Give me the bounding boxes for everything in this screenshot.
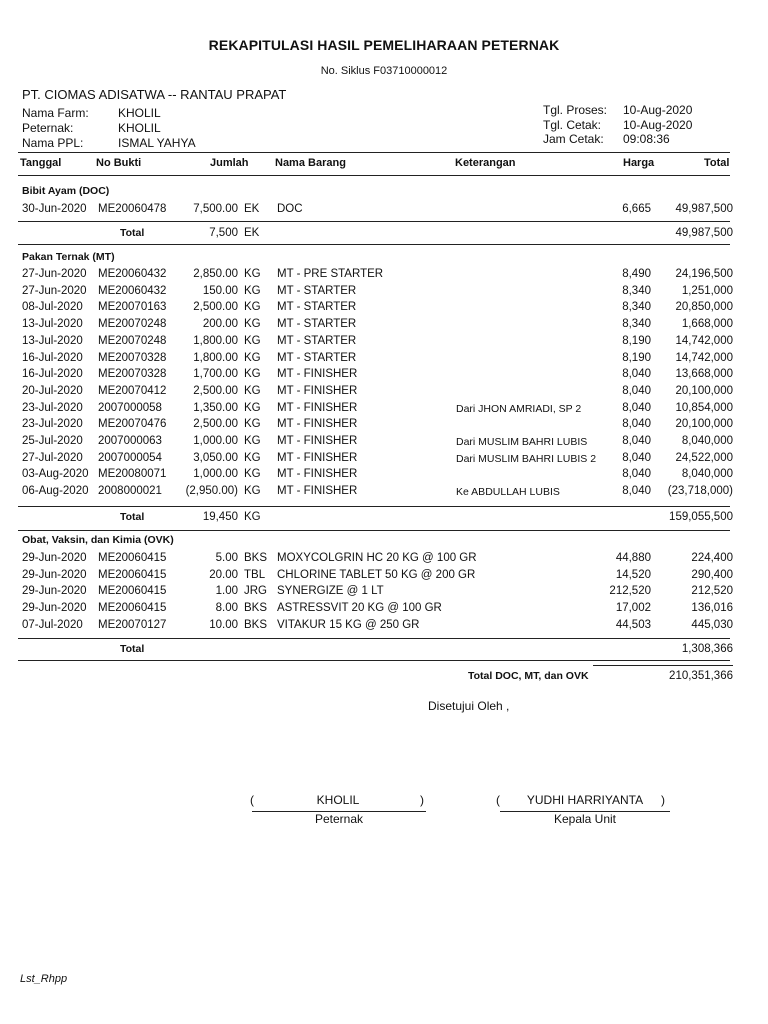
section-total-value: 159,055,500 [669,511,733,523]
row-no-bukti: 2008000021 [98,485,162,498]
row-nama-barang: MT - FINISHER [277,401,358,414]
row-total: 24,196,500 [675,268,733,280]
company-name: PT. CIOMAS ADISATWA -- RANTAU PRAPAT [22,87,287,102]
row-harga: 8,190 [622,334,651,347]
row-no-bukti: ME20070248 [98,334,167,347]
row-date: 27-Jun-2020 [22,284,87,297]
row-date: 23-Jul-2020 [22,418,83,431]
row-harga: 14,520 [615,568,651,581]
approval-text: Disetujui Oleh , [428,699,510,713]
row-unit: KG [244,468,261,481]
row-unit: KG [244,401,261,414]
right-paren-close: ) [661,793,665,807]
row-no-bukti: ME20070127 [98,618,167,631]
row-nama-barang: MT - PRE STARTER [277,268,384,280]
col-no-bukti: No Bukti [96,157,142,169]
col-nama-barang: Nama Barang [275,157,346,169]
row-no-bukti: 2007000058 [98,401,162,414]
info-label-farm: Nama Farm: [22,106,89,120]
header-top-rule [18,152,730,153]
row-unit: BKS [244,618,268,631]
row-unit: KG [244,284,261,297]
row-nama-barang: ASTRESSVIT 20 KG @ 100 GR [277,602,442,615]
section-total-rule-doc [18,221,730,222]
row-nama-barang: VITAKUR 15 KG @ 250 GR [277,618,420,631]
section-total-row-ovk [0,643,768,659]
row-harga: 6,665 [622,203,651,215]
row-date: 16-Jul-2020 [22,368,83,381]
row-date: 08-Jul-2020 [22,301,83,314]
row-jumlah: 1,350.00 [193,401,238,414]
row-total: 1,251,000 [681,284,733,297]
row-no-bukti: 2007000063 [98,435,162,447]
info-value-ppl: ISMAL YAHYA [118,136,196,150]
row-jumlah: 7,500.00 [193,203,238,215]
row-date: 27-Jun-2020 [22,268,87,280]
row-nama-barang: MT - STARTER [277,334,357,347]
row-harga: 44,503 [615,618,651,631]
row-harga: 8,340 [622,318,651,331]
grand-total-label: Total DOC, MT, dan OVK [468,670,589,682]
table-row [0,585,768,601]
section-total-rule-ovk [18,638,730,639]
row-jumlah: 2,500.00 [193,418,238,431]
row-total: 10,854,000 [675,401,733,414]
row-no-bukti: ME20070476 [98,418,167,431]
row-keterangan: Ke ABDULLAH LUBIS [456,486,560,499]
info-value-proses: 10-Aug-2020 [623,103,693,117]
row-nama-barang: MT - FINISHER [277,451,358,464]
table-row [0,301,768,317]
info-label-proses: Tgl. Proses: [543,103,608,117]
section-title-doc: Bibit Ayam (DOC) [22,185,110,197]
row-total: 14,742,000 [675,351,733,364]
row-keterangan: Dari MUSLIM BAHRI LUBIS 2 [456,452,597,465]
row-total: (23,718,000) [667,485,733,498]
table-row [0,552,768,568]
row-total: 8,040,000 [681,435,733,447]
row-nama-barang: MT - FINISHER [277,384,358,397]
row-total: 24,522,000 [675,451,733,464]
row-nama-barang: MT - STARTER [277,301,357,314]
row-harga: 212,520 [609,585,651,598]
row-jumlah: 10.00 [209,618,238,631]
row-date: 29-Jun-2020 [22,585,87,598]
grand-total-rule [593,665,733,666]
row-no-bukti: ME20070163 [98,301,167,314]
row-total: 14,742,000 [675,334,733,347]
row-nama-barang: CHLORINE TABLET 50 KG @ 200 GR [277,568,476,581]
left-paren-close: ) [420,793,424,807]
info-label-jam: Jam Cetak: [543,132,604,146]
row-no-bukti: 2007000054 [98,451,162,464]
row-harga: 8,040 [622,485,651,498]
row-jumlah: 2,500.00 [193,301,238,314]
doc-separator [18,244,730,245]
row-jumlah: 1,000.00 [193,468,238,481]
row-no-bukti: ME20060432 [98,268,167,280]
row-harga: 8,040 [622,451,651,464]
section-title-mt: Pakan Ternak (MT) [22,251,115,263]
row-no-bukti: ME20070328 [98,368,167,381]
row-unit: KG [244,334,261,347]
row-harga: 44,880 [615,552,651,564]
row-unit: EK [244,203,260,215]
row-date: 03-Aug-2020 [22,468,89,481]
info-value-farm: KHOLIL [118,106,161,120]
row-harga: 8,190 [622,351,651,364]
row-jumlah: 200.00 [202,318,238,331]
row-harga: 8,040 [622,435,651,447]
row-date: 07-Jul-2020 [22,618,83,631]
col-keterangan: Keterangan [455,157,516,169]
row-no-bukti: ME20060415 [98,585,167,598]
ovk-bottom-rule [18,660,730,661]
row-harga: 8,040 [622,418,651,431]
table-row [0,619,768,635]
row-unit: JRG [244,585,267,598]
signer-right-name: YUDHI HARRIYANTA [526,793,644,807]
table-row [0,452,768,468]
info-label-peternak: Peternak: [22,121,74,135]
info-value-jam: 09:08:36 [623,132,670,146]
row-jumlah: 150.00 [202,284,238,297]
table-row [0,418,768,434]
row-unit: KG [244,384,261,397]
row-harga: 8,040 [622,384,651,397]
header-bottom-rule [18,175,730,176]
row-date: 29-Jun-2020 [22,552,87,564]
row-unit: KG [244,485,261,498]
row-total: 212,520 [691,585,733,598]
cycle-number: No. Siklus F03710000012 [320,65,448,77]
row-no-bukti: ME20080071 [98,468,167,481]
section-total-unit: EK [244,227,260,239]
row-jumlah: 20.00 [209,568,238,581]
section-total-label: Total [120,643,145,655]
section-separator-mt [18,530,730,531]
row-date: 23-Jul-2020 [22,401,83,414]
row-nama-barang: MT - STARTER [277,284,357,297]
row-unit: BKS [244,602,268,615]
grand-total-value: 210,351,366 [669,670,733,682]
table-row [0,368,768,384]
row-jumlah: (2,950.00) [185,485,238,498]
row-unit: KG [244,301,261,314]
row-unit: TBL [244,568,266,581]
row-total: 136,016 [691,602,733,615]
row-nama-barang: MT - STARTER [277,318,357,331]
section-total-qty: 7,500 [209,227,238,239]
row-harga: 8,490 [622,268,651,280]
info-label-ppl: Nama PPL: [22,136,84,150]
right-paren-open: ( [496,793,500,807]
signer-right-role: Kepala Unit [553,812,617,826]
row-harga: 8,340 [622,284,651,297]
report-title: REKAPITULASI HASIL PEMELIHARAAN PETERNAK [208,37,560,53]
row-date: 25-Jul-2020 [22,435,83,447]
row-harga: 8,340 [622,301,651,314]
row-no-bukti: ME20060415 [98,568,167,581]
table-row [0,385,768,401]
row-date: 20-Jul-2020 [22,384,83,397]
row-harga: 8,040 [622,468,651,481]
row-date: 29-Jun-2020 [22,568,87,581]
row-keterangan: Dari JHON AMRIADI, SP 2 [456,402,582,415]
section-total-qty: 19,450 [202,511,238,523]
signer-left-role: Peternak [314,812,364,826]
table-row [0,203,768,219]
row-nama-barang: MT - STARTER [277,351,357,364]
row-no-bukti: ME20070412 [98,384,167,397]
row-total: 8,040,000 [681,468,733,481]
row-unit: KG [244,418,261,431]
row-total: 49,987,500 [675,203,733,215]
row-nama-barang: MT - FINISHER [277,485,358,498]
table-row [0,468,768,484]
info-value-cetak: 10-Aug-2020 [623,118,693,132]
row-date: 13-Jul-2020 [22,318,83,331]
table-row [0,352,768,368]
row-nama-barang: DOC [277,203,303,215]
row-unit: KG [244,318,261,331]
section-total-value: 1,308,366 [681,643,733,655]
row-jumlah: 1,800.00 [193,351,238,364]
table-row [0,402,768,418]
row-total: 445,030 [691,618,733,631]
row-unit: KG [244,351,261,364]
row-total: 13,668,000 [675,368,733,381]
row-jumlah: 2,500.00 [193,384,238,397]
footer-code: Lst_Rhpp [20,973,68,985]
row-harga: 17,002 [615,602,651,615]
signer-left-name: KHOLIL [316,793,360,807]
row-harga: 8,040 [622,368,651,381]
row-jumlah: 1,800.00 [193,334,238,347]
row-nama-barang: MT - FINISHER [277,418,358,431]
row-harga: 8,040 [622,401,651,414]
col-harga: Harga [623,157,655,169]
section-total-row-doc [0,227,768,243]
table-row [0,435,768,451]
info-value-peternak: KHOLIL [118,121,161,135]
row-date: 29-Jun-2020 [22,602,87,615]
section-total-label: Total [120,511,145,523]
section-total-value: 49,987,500 [675,227,733,239]
section-total-unit: KG [244,511,261,523]
row-keterangan: Dari MUSLIM BAHRI LUBIS [456,436,588,448]
row-no-bukti: ME20070328 [98,351,167,364]
col-tanggal: Tanggal [20,157,62,169]
section-total-row-mt [0,511,768,527]
row-jumlah: 8.00 [215,602,238,615]
row-nama-barang: MT - FINISHER [277,435,358,447]
row-jumlah: 3,050.00 [193,451,238,464]
table-row [0,285,768,301]
row-jumlah: 1,700.00 [193,368,238,381]
row-jumlah: 5.00 [215,552,238,564]
row-date: 27-Jul-2020 [22,451,83,464]
row-nama-barang: MT - FINISHER [277,368,358,381]
info-label-cetak: Tgl. Cetak: [543,118,602,132]
row-unit: KG [244,268,261,280]
row-unit: KG [244,435,261,447]
table-row [0,569,768,585]
row-total: 20,100,000 [675,418,733,431]
row-date: 13-Jul-2020 [22,334,83,347]
section-total-rule-mt [18,506,730,507]
row-unit: KG [244,451,261,464]
row-total: 1,668,000 [681,318,733,331]
row-nama-barang: MT - FINISHER [277,468,358,481]
row-unit: BKS [244,552,268,564]
left-paren-open: ( [250,793,254,807]
row-jumlah: 1.00 [215,585,238,598]
row-nama-barang: MOXYCOLGRIN HC 20 KG @ 100 GR [277,552,477,564]
section-total-label: Total [120,227,145,239]
row-date: 16-Jul-2020 [22,351,83,364]
col-jumlah: Jumlah [210,157,249,169]
section-title-ovk: Obat, Vaksin, dan Kimia (OVK) [22,534,174,546]
table-row [0,268,768,284]
row-total: 224,400 [691,552,733,564]
row-no-bukti: ME20060478 [98,203,167,215]
table-row [0,335,768,351]
table-row [0,485,768,501]
row-date: 30-Jun-2020 [22,203,87,215]
row-nama-barang: SYNERGIZE @ 1 LT [277,585,384,598]
row-date: 06-Aug-2020 [22,485,89,498]
row-total: 20,100,000 [675,384,733,397]
row-jumlah: 1,000.00 [193,435,238,447]
row-no-bukti: ME20070248 [98,318,167,331]
row-jumlah: 2,850.00 [193,268,238,280]
table-row [0,602,768,618]
row-total: 20,850,000 [675,301,733,314]
row-no-bukti: ME20060415 [98,552,167,564]
row-no-bukti: ME20060432 [98,284,167,297]
row-unit: KG [244,368,261,381]
row-no-bukti: ME20060415 [98,602,167,615]
row-total: 290,400 [691,568,733,581]
col-total: Total [704,157,730,169]
table-row [0,318,768,334]
